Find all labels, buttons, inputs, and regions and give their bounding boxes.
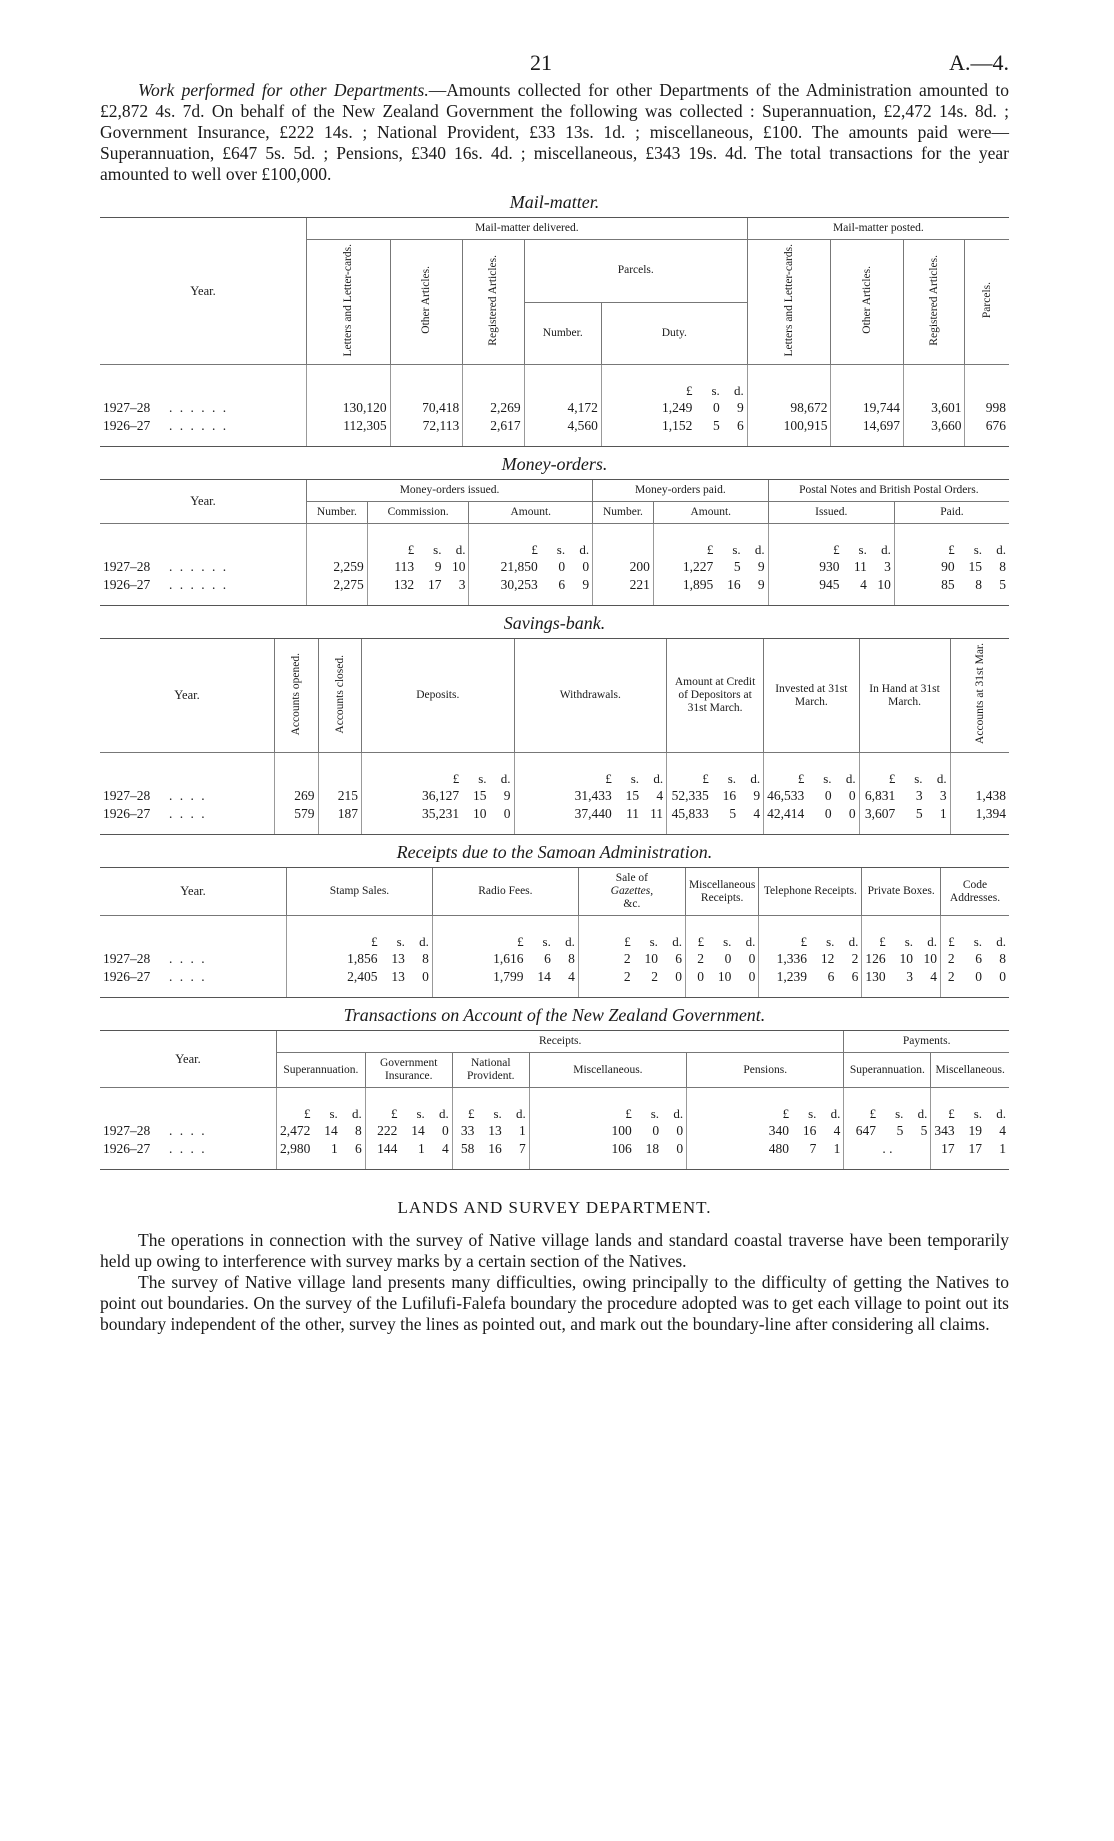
intro-paragraph — [100, 80, 1009, 185]
table-row: 1927–28 . . . . . . 2,259 113 9 10 21,850 0 0 200 1,227 5 9 930 11 3 90 15 8 — [100, 558, 1009, 576]
col-deposits: Deposits. — [362, 639, 515, 753]
col-telephone: Telephone Receipts. — [759, 868, 862, 916]
col-national-provident: National Provident. — [452, 1053, 529, 1088]
col-opened: Accounts opened. — [290, 652, 303, 736]
col-code-addresses: Code Addresses. — [941, 868, 1010, 916]
col-year: Year. — [100, 868, 287, 916]
col-credit: Amount at Credit of Depositors at 31st March. — [667, 639, 764, 753]
table-row: 1927–28 . . . . 269 215 36,127 15 9 31,433 15 4 52,335 16 9 46,533 0 0 6,831 3 3 1,438 — [100, 787, 1009, 805]
col-postal-issued: Issued. — [768, 502, 894, 524]
col-issued: Money-orders issued. — [307, 480, 593, 502]
savings-bank-table — [100, 638, 1009, 835]
col-number: Number. — [307, 502, 368, 524]
col-withdrawals: Withdrawals. — [514, 639, 667, 753]
col-registered: Registered Articles. — [487, 254, 500, 346]
col-parcels-number: Number. — [524, 302, 601, 365]
col-invested: Invested at 31st March. — [764, 639, 860, 753]
col-gazettes: Sale of Gazettes, &c. — [578, 868, 685, 916]
money-table-title: Money-orders. — [501, 454, 608, 475]
col-p-registered: Registered Articles. — [928, 254, 941, 346]
col-paid: Money-orders paid. — [593, 480, 769, 502]
samoan-table-title: Receipts due to the Samoan Administration. — [396, 842, 713, 863]
col-delivered: Mail-matter delivered. — [307, 218, 748, 240]
intro-text: —Amounts collected for other Departments of the Administration amounted to £2,872 4s. 7d. On behalf of the New Zealand Government the following was collected : Superannuation, £2,472 14s. 8d. ; Government Insurance, £222 14s. ; National Provident, £33 13s. 1d. ; miscellaneous, £100. The amounts paid were—Superannuation, £647 5s. 5d. ; Pensions, £340 16s. 4d. ; miscellaneous, £343 19s. 4d. The total transactions for the year amounted to well over £100,000. — [100, 80, 1009, 184]
col-amount-paid: Amount. — [653, 502, 768, 524]
page-number: 21 — [530, 50, 552, 75]
col-year: Year. — [100, 218, 307, 365]
col-receipts: Receipts. — [277, 1031, 844, 1053]
col-pay-misc: Miscellaneous. — [931, 1053, 1009, 1088]
table-row: 1926–27 . . . . . . 2,275 132 17 3 30,253 6 9 221 1,895 16 9 945 4 10 85 8 5 — [100, 576, 1009, 606]
row-year: 1926–27 — [103, 577, 151, 593]
col-postal: Postal Notes and British Postal Orders. — [768, 480, 1009, 502]
savings-table-title: Savings-bank. — [503, 613, 606, 634]
col-number-paid: Number. — [593, 502, 654, 524]
col-p-letters: Letters and Letter-cards. — [783, 244, 796, 357]
col-pay-superannuation: Superannuation. — [844, 1053, 931, 1088]
col-payments: Payments. — [844, 1031, 1009, 1053]
col-year: Year. — [100, 1031, 277, 1088]
row-year: 1926–27 — [103, 1141, 151, 1157]
mail-table-title: Mail-matter. — [509, 192, 600, 212]
col-parcels-duty: Duty. — [601, 302, 747, 365]
samoan-receipts-table — [100, 867, 1009, 998]
col-pensions: Pensions. — [687, 1053, 844, 1088]
col-superannuation: Superannuation. — [277, 1053, 366, 1088]
currency-row: £ s. d. £ s. d. £ s. d. £ s. d. £ s. d. £ s. d. £ s. d. — [100, 916, 1009, 951]
col-misc: Miscellaneous Receipts. — [685, 868, 758, 916]
col-private-boxes: Private Boxes. — [862, 868, 941, 916]
col-stamp-sales: Stamp Sales. — [287, 868, 433, 916]
currency-row: £ s. d. £ s. d. £ s. d. £ s. d. £ s. d. — [100, 524, 1009, 559]
row-year: 1926–27 — [103, 969, 151, 985]
document-reference: A.—4. — [949, 50, 1009, 75]
money-orders-table — [100, 479, 1009, 606]
currency-row: £ s. d. £ s. d. £ s. d. £ s. d. £ s. d. £ s. d. £ s. d. — [100, 1088, 1009, 1123]
currency-row: £ s. d. — [100, 365, 1009, 400]
col-inhand: In Hand at 31st March. — [859, 639, 950, 753]
currency-row: £ s. d. £ s. d. £ s. d. £ s. d. £ s. d. — [100, 753, 1009, 788]
table-row: 1927–28 . . . . 2,472 14 8 222 14 0 33 13 1 100 0 0 340 16 4 647 5 5 343 19 4 — [100, 1122, 1009, 1140]
col-accounts: Accounts at 31st Mar. — [973, 643, 986, 745]
table-row: 1926–27 . . . . 579 187 35,231 10 0 37,440 11 11 45,833 5 4 42,414 0 0 3,607 5 1 1,394 — [100, 805, 1009, 835]
col-closed: Accounts closed. — [333, 654, 346, 734]
col-commission: Commission. — [367, 502, 469, 524]
row-year: 1926–27 — [103, 806, 151, 822]
mail-matter-table — [100, 217, 1009, 447]
row-year: 1926–27 — [103, 418, 151, 434]
table-row: 1926–27 . . . . . . 112,305 72,113 2,617 4,560 1,152 5 6 100,915 14,697 3,660 676 — [100, 417, 1009, 447]
row-year: 1927–28 — [103, 559, 151, 575]
page-header — [100, 46, 1009, 80]
table-row: 1926–27 . . . . 2,980 1 6 144 1 4 58 16 7 106 18 0 480 7 1 . . 17 17 1 — [100, 1140, 1009, 1170]
col-year: Year. — [100, 480, 307, 524]
col-p-parcels: Parcels. — [981, 282, 994, 319]
table-row: 1926–27 . . . . 2,405 13 0 1,799 14 4 2 2 0 0 10 0 1,239 6 6 130 3 4 2 0 0 — [100, 968, 1009, 998]
col-miscellaneous: Miscellaneous. — [529, 1053, 686, 1088]
intro-lead: Work performed for other Departments. — [138, 80, 429, 100]
table-row: 1927–28 . . . . . . 130,120 70,418 2,269 4,172 1,249 0 9 98,672 19,744 3,601 998 — [100, 399, 1009, 417]
nz-table-title: Transactions on Account of the New Zealand Government. — [343, 1005, 766, 1026]
col-radio-fees: Radio Fees. — [432, 868, 578, 916]
col-letters: Letters and Letter-cards. — [342, 244, 355, 357]
col-parcels: Parcels. — [524, 240, 747, 303]
row-year: 1927–28 — [103, 788, 151, 804]
lands-paragraph-1: The operations in connection with the survey of Native village lands and standard coastal traverse have been temporarily held up owing to interference with survey marks by a certain section of the Natives. — [100, 1230, 1009, 1272]
table-row: 1927–28 . . . . 1,856 13 8 1,616 6 8 2 10 6 2 0 0 1,336 12 2 126 10 10 2 6 8 — [100, 950, 1009, 968]
col-amount: Amount. — [469, 502, 593, 524]
col-year: Year. — [100, 639, 275, 753]
row-year: 1927–28 — [103, 1123, 151, 1139]
col-other: Other Articles. — [420, 266, 433, 335]
lands-paragraph-2: The survey of Native village land presents many difficulties, owing principally to the difficulty of getting the Natives to point out boundaries. On the survey of the Lufilufi-Falefa boundary the procedure adopted was to get each village to point out its boundary independent of the other, survey the lines as pointed out, and mark out the boundary-line after considering all claims. — [100, 1272, 1009, 1335]
row-year: 1927–28 — [103, 951, 151, 967]
lands-section-title: LANDS AND SURVEY DEPARTMENT. — [397, 1198, 712, 1218]
row-year: 1927–28 — [103, 400, 151, 416]
nz-government-table — [100, 1030, 1009, 1170]
col-p-other: Other Articles. — [861, 266, 874, 335]
col-posted: Mail-matter posted. — [747, 218, 1009, 240]
col-govt-insurance: Government Insurance. — [365, 1053, 452, 1088]
col-postal-paid: Paid. — [894, 502, 1009, 524]
